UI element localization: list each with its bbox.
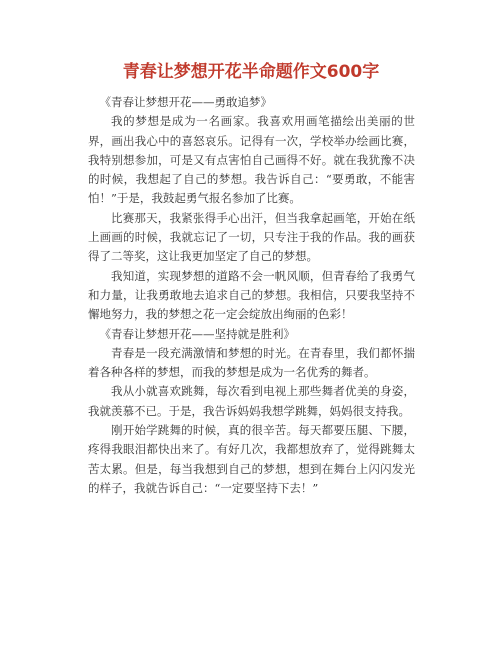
paragraph: 青春是一段充满激情和梦想的时光。在青春里，我们都怀揣着各种各样的梦想，而我的梦想是成为一名优秀的舞者。 [88, 345, 415, 380]
paragraph: 我的梦想是成为一名画家。我喜欢用画笔描绘出美丽的世界，画出我心中的喜怒哀乐。记得有一次，学校举办绘画比赛，我特别想参加，可是又有点害怕自己画得不好。就在我犹豫不决的时候，我想起了自己的梦想。我告诉自己：“要勇敢，不能害怕！”于是，我鼓起勇气报名参加了比赛。 [88, 114, 415, 206]
section-subtitle: 《青春让梦想开花——坚持就是胜利》 [99, 326, 295, 341]
paragraph: 我从小就喜欢跳舞，每次看到电视上那些舞者优美的身姿，我就羡慕不已。于是，我告诉妈妈我想学跳舞，妈妈很支持我。 [88, 384, 415, 418]
paragraph: 刚开始学跳舞的时候，真的很辛苦。每天都要压腿、下腰，疼得我眼泪都快出来了。有好几次，我都想放弃了，觉得跳舞太苦太累。但是，每当我想到自己的梦想，想到在舞台上闪闪发光的样子，我就告诉自己：“一定要坚持下去！” [88, 423, 415, 495]
document-body [88, 93, 415, 498]
paragraph: 比赛那天，我紧张得手心出汗，但当我拿起画笔，开始在纸上画画的时候，我就忘记了一切，只专注于我的作品。我的画获得了二等奖，这让我更加坚定了自己的梦想。 [88, 210, 415, 264]
document-title: 青春让梦想开花半命题作文600字 [122, 62, 380, 82]
paragraph: 我知道，实现梦想的道路不会一帆风顺，但青春给了我勇气和力量，让我勇敢地去追求自己的梦想。我相信，只要我坚持不懈地努力，我的梦想之花一定会绽放出绚丽的色彩！ [88, 268, 415, 322]
section-subtitle: 《青春让梦想开花——勇敢追梦》 [99, 95, 272, 109]
